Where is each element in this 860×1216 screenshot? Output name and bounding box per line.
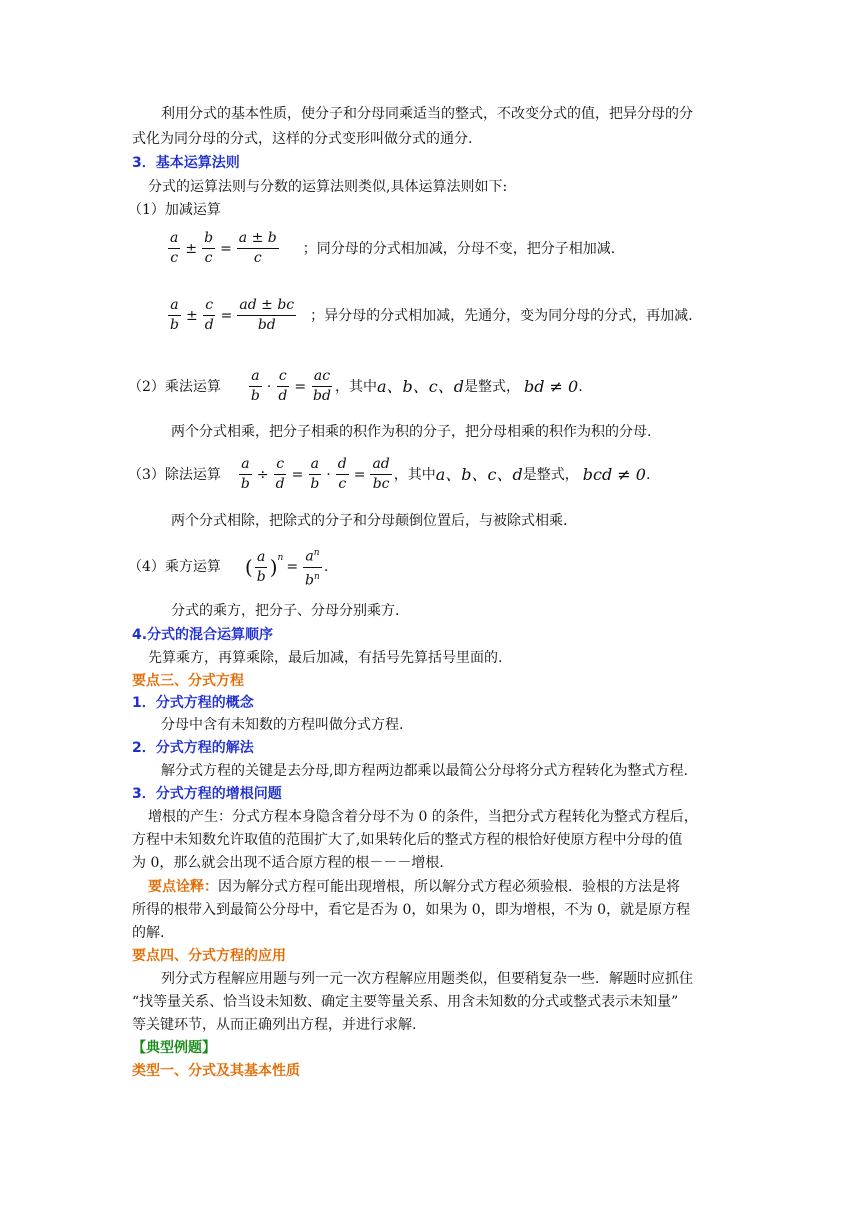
pow-formula-row: （4）乘方运算 ( $\frac{a}{b}$ ) n = $\frac{a^n}{b^n}$ .: [128, 545, 328, 589]
kp3-subheading-2: 2．分式方程的解法: [132, 740, 254, 756]
fraction: $\frac{a}{b}$: [250, 368, 260, 404]
fraction: $\frac{d}{c}$: [337, 456, 347, 492]
mul-description: 两个分式相乘，把分子相乘的积作为积的分子，把分母相乘的积作为积的分母.: [171, 424, 652, 440]
fraction: $\frac{a}{b}$: [310, 456, 320, 492]
kp3-text-3-line-1: 增根的产生：分式方程本身隐含着分母不为 0 的条件，当把分式方程转化为整式方程后，: [148, 809, 698, 825]
pow-label: （4）乘方运算: [128, 559, 221, 576]
fraction: $\frac{a}{b}$: [170, 297, 179, 333]
type-1-heading: 类型一、分式及其基本性质: [132, 1063, 300, 1079]
fraction: $\frac{a}{b}$: [240, 456, 250, 492]
section-3-intro: 分式的运算法则与分数的运算法则类似,具体运算法则如下:: [148, 179, 508, 195]
fraction: $\frac{a \pm b}{c}$: [238, 230, 277, 266]
kp3-text-2: 解分式方程的关键是去分母,即方程两边都乘以最简公分母将分式方程转化为整式方程.: [161, 763, 688, 779]
fraction: $\frac{ad \pm bc}{bd}$: [239, 297, 295, 333]
add-label: （1）加减运算: [128, 202, 221, 218]
fraction: $\frac{b}{c}$: [204, 230, 214, 266]
kp3-text-1: 分母中含有未知数的方程叫做分式方程.: [161, 717, 404, 733]
add-note-1: ；同分母的分式相加减，分母不变，把分子相加减.: [302, 240, 616, 257]
fraction: $\frac{a}{b}$: [256, 548, 266, 585]
fraction: $\frac{a}{c}$: [170, 230, 179, 266]
tongfen-line-1: 利用分式的基本性质，使分子和分母同乘适当的整式，不改变分式的值，把异分母的分: [161, 106, 693, 122]
add-formula-diff-denominator: $\frac{a}{b}$ ± $\frac{c}{d}$ = $\frac{ad \pm bc}{bd}$ ；异分母的分式相加减，先通分，变为同分母的分式，再加减.: [170, 297, 693, 333]
fraction: $\frac{a^n}{b^n}$: [303, 545, 322, 589]
section-3-heading: 3．基本运算法则: [132, 155, 240, 171]
div-formula-row: （3）除法运算 $\frac{a}{b}$ ÷ $\frac{c}{d}$ = $\frac{a}{b}$ · $\frac{d}{c}$ = $\frac{ad}{bc}$ ，其中 a、b、c、d 是整式， bcd ≠ 0 .: [128, 456, 651, 492]
add-formula-same-denominator: $\frac{a}{c}$ ± $\frac{b}{c}$ = $\frac{a \pm b}{c}$ ；同分母的分式相加减，分母不变，把分子相加减.: [170, 230, 616, 266]
fraction: $\frac{ac}{bd}$: [313, 368, 331, 404]
add-note-2: ；异分母的分式相加减，先通分，变为同分母的分式，再加减.: [310, 307, 693, 324]
kp4-line-2: “找等量关系、恰当设未知数、确定主要等量关系、用含未知数的分式或整式表示未知量”: [132, 994, 679, 1010]
kp3-note-line-1: 要点诠释：因为解分式方程可能出现增根，所以解分式方程必须验根．验根的方法是将: [148, 879, 680, 895]
keypoint-4-heading: 要点四、分式方程的应用: [132, 948, 286, 964]
mul-label: （2）乘法运算: [128, 378, 221, 395]
kp4-line-1: 列分式方程解应用题与列一元一次方程解应用题类似，但要稍复杂一些．解题时应抓住: [161, 971, 693, 987]
kp3-subheading-1: 1．分式方程的概念: [132, 695, 254, 711]
examples-heading: 【典型例题】: [132, 1040, 216, 1056]
fraction: $\frac{c}{d}$: [204, 297, 214, 333]
fraction: $\frac{c}{d}$: [278, 368, 288, 404]
kp3-text-3-line-2: 方程中未知数允许取值的范围扩大了,如果转化后的整式方程的根恰好使原方程中分母的值: [132, 832, 683, 848]
keypoint-3-heading: 要点三、分式方程: [132, 673, 244, 689]
div-label: （3）除法运算: [128, 466, 221, 483]
kp3-note-line-3: 的解.: [132, 925, 165, 941]
kp3-note-line-2: 所得的根带入到最简公分母中，看它是否为 0，如果为 0，即为增根，不为 0，就是原方程: [132, 902, 691, 918]
fraction: $\frac{ad}{bc}$: [372, 456, 390, 492]
pow-description: 分式的乘方，把分子、分母分别乘方.: [171, 603, 400, 619]
kp3-subheading-3: 3．分式方程的增根问题: [132, 786, 282, 802]
tongfen-line-2: 式化为同分母的分式，这样的分式变形叫做分式的通分.: [132, 131, 473, 147]
section-4-text: 先算乘方，再算乘除，最后加减，有括号先算括号里面的.: [148, 650, 503, 666]
section-4-heading: 4.分式的混合运算顺序: [132, 627, 274, 643]
kp3-text-3-line-3: 为 0，那么就会出现不适合原方程的根－－－增根.: [132, 855, 444, 871]
note-label: 要点诠释：: [148, 879, 218, 895]
div-description: 两个分式相除，把除式的分子和分母颠倒位置后，与被除式相乘.: [171, 513, 568, 529]
mul-formula-row: （2）乘法运算 $\frac{a}{b}$ · $\frac{c}{d}$ = $\frac{ac}{bd}$ ，其中 a、b、c、d 是整式， bd ≠ 0 .: [128, 368, 583, 404]
kp4-line-3: 等关键环节，从而正确列出方程，并进行求解.: [132, 1017, 417, 1033]
fraction: $\frac{c}{d}$: [275, 456, 285, 492]
